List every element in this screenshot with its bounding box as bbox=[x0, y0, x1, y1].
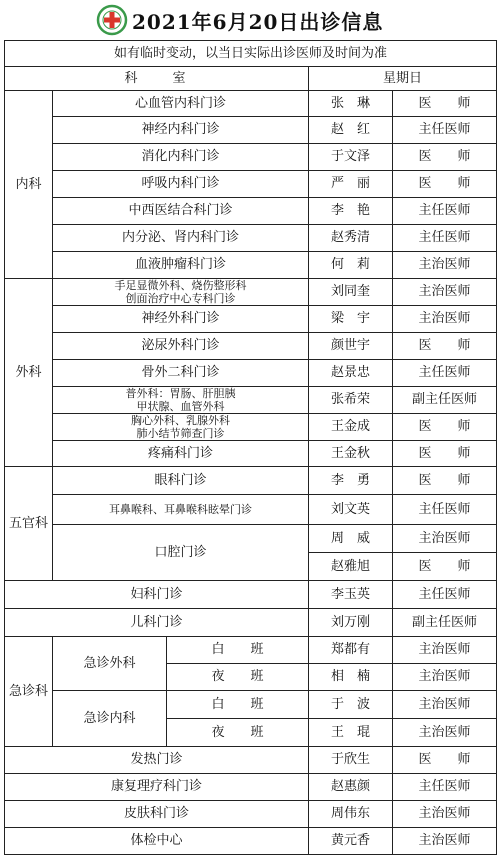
table-row bbox=[5, 747, 497, 774]
shift-cell: 白 班 bbox=[167, 637, 309, 664]
page-title: 2021年6月20日出诊信息 bbox=[132, 10, 384, 34]
title-cell: 医 师 bbox=[393, 414, 497, 441]
dept-cell: 皮肤科门诊 bbox=[5, 801, 309, 828]
dept-cell: 中西医结合科门诊 bbox=[53, 198, 309, 225]
title-cell: 医 师 bbox=[393, 747, 497, 774]
dept-cell: 体检中心 bbox=[5, 828, 309, 855]
shift-cell: 白 班 bbox=[167, 691, 309, 719]
table-row bbox=[5, 252, 497, 279]
title-cell: 主治医师 bbox=[393, 664, 497, 691]
dept-cell: 消化内科门诊 bbox=[53, 144, 309, 171]
table-row bbox=[5, 117, 497, 144]
shift-cell: 夜 班 bbox=[167, 664, 309, 691]
title-cell: 主任医师 bbox=[393, 774, 497, 801]
title-cell: 主任医师 bbox=[393, 117, 497, 144]
title-cell: 主治医师 bbox=[393, 637, 497, 664]
table-row bbox=[5, 637, 497, 664]
dept-cell: 发热门诊 bbox=[5, 747, 309, 774]
doctor-cell: 李 艳 bbox=[309, 198, 393, 225]
doctor-cell: 王金秋 bbox=[309, 441, 393, 467]
doctor-cell: 赵景忠 bbox=[309, 360, 393, 387]
schedule-table bbox=[4, 40, 496, 855]
shift-cell: 夜 班 bbox=[167, 719, 309, 747]
table-row bbox=[5, 91, 497, 117]
dept-cell: 呼吸内科门诊 bbox=[53, 171, 309, 198]
doctor-cell: 周伟东 bbox=[309, 801, 393, 828]
notice-text: 如有临时变动，以当日实际出诊医师及时间为准 bbox=[5, 41, 497, 67]
hospital-logo-icon bbox=[96, 4, 128, 36]
doctor-cell: 严 丽 bbox=[309, 171, 393, 198]
doctor-cell: 郑都有 bbox=[309, 637, 393, 664]
doctor-cell: 周 威 bbox=[309, 525, 393, 553]
doctor-cell: 刘文英 bbox=[309, 495, 393, 525]
table-row bbox=[5, 581, 497, 609]
doctor-cell: 何 莉 bbox=[309, 252, 393, 279]
title-cell: 主治医师 bbox=[393, 252, 497, 279]
dept-cell: 手足显微外科、烧伤整形科 创面治疗中心专科门诊 bbox=[53, 279, 309, 306]
dept-cell: 急诊外科 bbox=[53, 637, 167, 691]
doctor-cell: 于文泽 bbox=[309, 144, 393, 171]
title-cell: 主治医师 bbox=[393, 525, 497, 553]
header-row bbox=[5, 67, 497, 91]
table-row bbox=[5, 828, 497, 855]
table-row bbox=[5, 360, 497, 387]
table-row bbox=[5, 225, 497, 252]
group-cell: 五官科 bbox=[5, 467, 53, 581]
dept-cell: 妇科门诊 bbox=[5, 581, 309, 609]
dept-cell: 心血管内科门诊 bbox=[53, 91, 309, 117]
dept-cell: 疼痛科门诊 bbox=[53, 441, 309, 467]
table-row bbox=[5, 801, 497, 828]
table-row bbox=[5, 525, 497, 553]
dept-cell: 口腔门诊 bbox=[53, 525, 309, 581]
title-cell: 主治医师 bbox=[393, 279, 497, 306]
title-cell: 医 师 bbox=[393, 144, 497, 171]
doctor-cell: 梁 宇 bbox=[309, 306, 393, 333]
title-cell: 主任医师 bbox=[393, 581, 497, 609]
title-cell: 主治医师 bbox=[393, 691, 497, 719]
table-row bbox=[5, 306, 497, 333]
dept-cell: 神经外科门诊 bbox=[53, 306, 309, 333]
table-row bbox=[5, 198, 497, 225]
title-cell: 副主任医师 bbox=[393, 609, 497, 637]
table-row bbox=[5, 609, 497, 637]
title-cell: 副主任医师 bbox=[393, 387, 497, 414]
table-row bbox=[5, 279, 497, 306]
dept-cell: 康复理疗科门诊 bbox=[5, 774, 309, 801]
group-cell: 外科 bbox=[5, 279, 53, 467]
title-cell: 主治医师 bbox=[393, 306, 497, 333]
doctor-cell: 赵 红 bbox=[309, 117, 393, 144]
title-cell: 医 师 bbox=[393, 171, 497, 198]
doctor-cell: 张希荣 bbox=[309, 387, 393, 414]
doctor-cell: 赵惠颜 bbox=[309, 774, 393, 801]
dept-cell: 普外科：胃肠、肝胆胰 甲状腺、血管外科 bbox=[53, 387, 309, 414]
doctor-cell: 黄元香 bbox=[309, 828, 393, 855]
doctor-cell: 李 勇 bbox=[309, 467, 393, 495]
dept-cell: 胸心外科、乳腺外科 肺小结节筛查门诊 bbox=[53, 414, 309, 441]
doctor-cell: 赵秀清 bbox=[309, 225, 393, 252]
dept-cell: 骨外二科门诊 bbox=[53, 360, 309, 387]
dept-cell: 内分泌、肾内科门诊 bbox=[53, 225, 309, 252]
header bbox=[0, 0, 500, 40]
group-cell: 内科 bbox=[5, 91, 53, 279]
notice-row bbox=[5, 41, 497, 67]
doctor-cell: 赵雅旭 bbox=[309, 553, 393, 581]
dept-cell: 儿科门诊 bbox=[5, 609, 309, 637]
doctor-cell: 张 琳 bbox=[309, 91, 393, 117]
doctor-cell: 王金成 bbox=[309, 414, 393, 441]
header-day: 星期日 bbox=[309, 67, 497, 91]
dept-cell: 眼科门诊 bbox=[53, 467, 309, 495]
table-row bbox=[5, 171, 497, 198]
title-cell: 主任医师 bbox=[393, 360, 497, 387]
title-cell: 主任医师 bbox=[393, 198, 497, 225]
doctor-cell: 于 波 bbox=[309, 691, 393, 719]
dept-cell: 耳鼻喉科、耳鼻喉科眩晕门诊 bbox=[53, 495, 309, 525]
title-cell: 主任医师 bbox=[393, 225, 497, 252]
title-cell: 医 师 bbox=[393, 441, 497, 467]
doctor-cell: 于欣生 bbox=[309, 747, 393, 774]
table-row bbox=[5, 333, 497, 360]
table-row bbox=[5, 414, 497, 441]
dept-cell: 急诊内科 bbox=[53, 691, 167, 747]
table-row bbox=[5, 495, 497, 525]
dept-cell: 泌尿外科门诊 bbox=[53, 333, 309, 360]
doctor-cell: 刘万刚 bbox=[309, 609, 393, 637]
title-cell: 主治医师 bbox=[393, 801, 497, 828]
title-cell: 主任医师 bbox=[393, 495, 497, 525]
title-cell: 医 师 bbox=[393, 91, 497, 117]
dept-cell: 神经内科门诊 bbox=[53, 117, 309, 144]
title-cell: 医 师 bbox=[393, 553, 497, 581]
table-row bbox=[5, 691, 497, 719]
doctor-cell: 李玉英 bbox=[309, 581, 393, 609]
doctor-cell: 刘同奎 bbox=[309, 279, 393, 306]
title-cell: 医 师 bbox=[393, 333, 497, 360]
doctor-cell: 相 楠 bbox=[309, 664, 393, 691]
doctor-cell: 王 琨 bbox=[309, 719, 393, 747]
table-row bbox=[5, 774, 497, 801]
header-dept: 科 室 bbox=[5, 67, 309, 91]
title-cell: 主治医师 bbox=[393, 828, 497, 855]
doctor-cell: 颜世宇 bbox=[309, 333, 393, 360]
table-row bbox=[5, 441, 497, 467]
table-row bbox=[5, 387, 497, 414]
table-row bbox=[5, 144, 497, 171]
table-row bbox=[5, 467, 497, 495]
group-cell: 急诊科 bbox=[5, 637, 53, 747]
dept-cell: 血液肿瘤科门诊 bbox=[53, 252, 309, 279]
title-cell: 医 师 bbox=[393, 467, 497, 495]
title-cell: 主治医师 bbox=[393, 719, 497, 747]
